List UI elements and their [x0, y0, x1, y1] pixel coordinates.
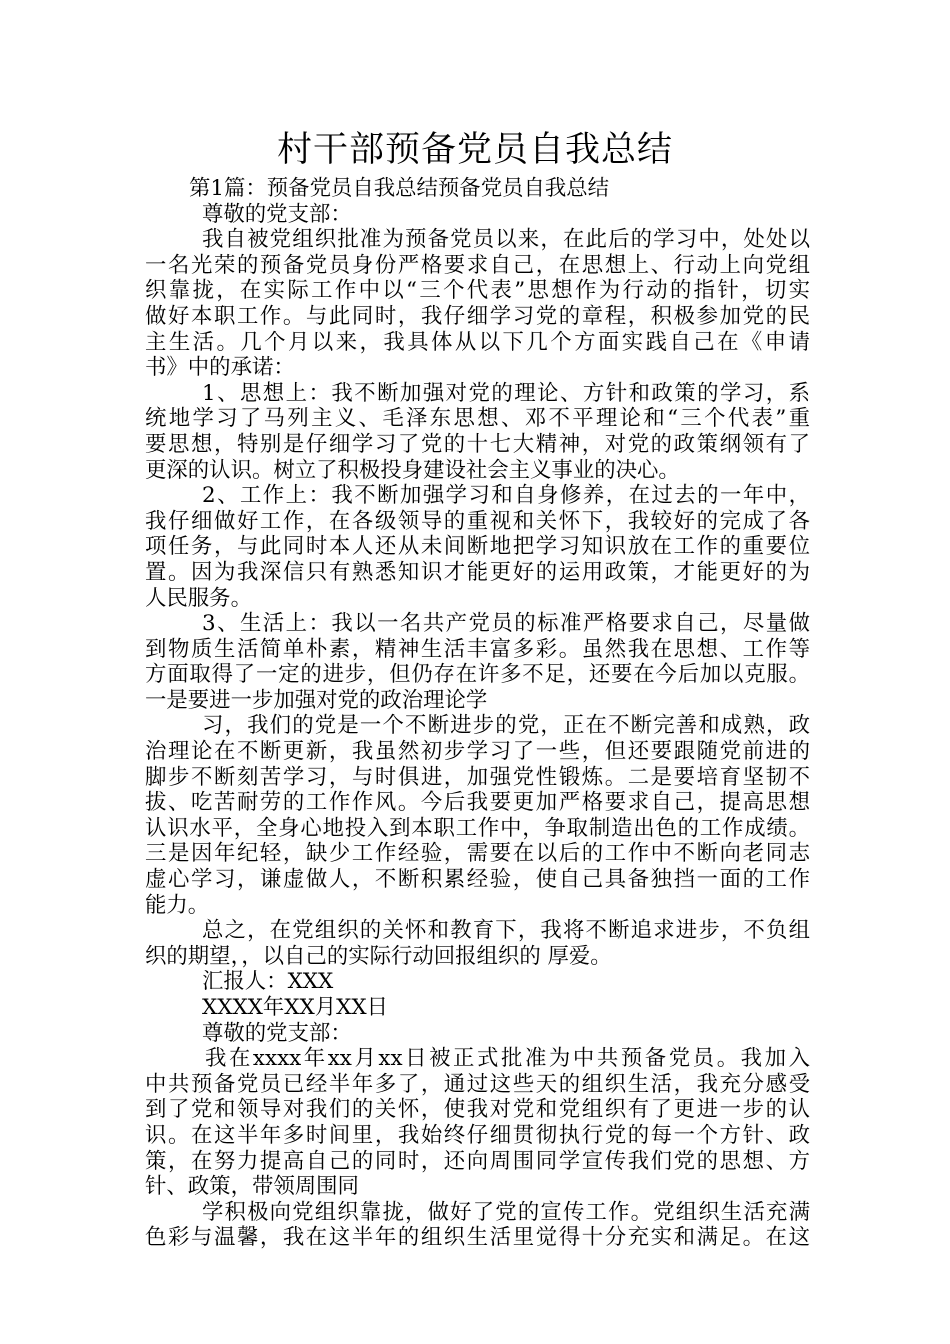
text-line: 织的期望，，以自己的实际行动回报组织的 厚爱。: [145, 943, 612, 969]
text-line: 置。因为我深信只有熟悉知识才能更好的运用政策，才能更好的为: [145, 559, 810, 585]
text-line: 我仔细做好工作，在各级领导的重视和关怀下，我较好的完成了各: [145, 508, 810, 534]
text-line: 做好本职工作。与此同时，我仔细学习党的章程，积极参加党的民: [145, 303, 810, 329]
text-line: 到物质生活简单朴素，精神生活丰富多彩。虽然我在思想、工作等: [145, 636, 810, 662]
text-line: 三是因年纪轻，缺少工作经验，需要在以后的工作中不断向老同志: [145, 841, 810, 867]
document-title: 村干部预备党员自我总结: [276, 130, 673, 170]
text-line: 更深的认识。树立了积极投身建设社会主义事业的决心。: [145, 457, 680, 483]
text-line: 总之，在党组织的关怀和教育下，我将不断追求进步，不负组: [202, 918, 810, 944]
text-line: 能力。: [145, 892, 210, 918]
text-line: 我自被党组织批准为预备党员以来，在此后的学习中，处处以: [202, 227, 810, 253]
text-line: 色彩与温馨，我在这半年的组织生活里觉得十分充实和满足。在这: [145, 1225, 810, 1251]
text-line: XXXX年XX月XX日: [202, 995, 388, 1020]
text-line: 3、生活上：我以一名共产党员的标准严格要求自己，尽量做: [202, 611, 810, 637]
text-line: 识。在这半年多时间里，我始终仔细贯彻执行党的每一个方针、政: [145, 1122, 810, 1148]
text-line: 1、思想上：我不断加强对党的理论、方针和政策的学习，系: [202, 380, 810, 406]
text-line: 策，在努力提高自己的同时，还向周围同学宣传我们党的思想、方: [145, 1148, 810, 1174]
text-line: 统地学习了马列主义、毛泽东思想、邓不平理论和“三个代表”重: [145, 406, 810, 432]
text-line: 汇报人：XXX: [202, 969, 334, 995]
text-line: 拔、吃苦耐劳的工作作风。今后我要更加严格要求自己，提高思想: [145, 790, 810, 816]
text-line: 要思想，特别是仔细学习了党的十七大精神，对党的政策纲领有了: [145, 431, 810, 457]
text-line: 针、政策，带领周围同: [145, 1174, 359, 1200]
text-line: 习，我们的党是一个不断进步的党，正在不断完善和成熟，政: [202, 713, 810, 739]
text-line: 方面取得了一定的进步，但仍存在许多不足，还要在今后加以克服。: [145, 662, 810, 688]
text-line: 脚步不断刻苦学习，与时俱进，加强党性锻炼。二是要培育坚韧不: [145, 764, 810, 790]
text-line: 学积极向党组织靠拢，做好了党的宣传工作。党组织生活充满: [202, 1199, 810, 1225]
text-line: 书》中的承诺：: [145, 355, 295, 381]
text-line: 虚心学习，谦虚做人，不断积累经验，使自己具备独挡一面的工作: [145, 867, 810, 893]
text-line: 尊敬的党支部：: [202, 201, 352, 227]
text-line: 一是要进一步加强对党的政治理论学: [145, 687, 488, 713]
document-body: [145, 176, 810, 1251]
text-line: 认识水平，全身心地投入到本职工作中，争取制造出色的工作成绩。: [145, 815, 810, 841]
text-line: 项任务，与此同时本人还从未间断地把学习知识放在工作的重要位: [145, 534, 810, 560]
text-line: 到了党和领导对我们的关怀，使我对党和党组织有了更进一步的认: [145, 1097, 810, 1123]
text-line: 织靠拢，在实际工作中以“三个代表”思想作为行动的指针，切实: [145, 278, 810, 304]
text-line: 人民服务。: [145, 585, 252, 611]
text-line: 中共预备党员已经半年多了，通过这些天的组织生活，我充分感受: [145, 1071, 810, 1097]
text-line: 治理论在不断更新，我虽然初步学习了一些，但还要跟随党前进的: [145, 739, 810, 765]
text-line: 一名光荣的预备党员身份严格要求自己，在思想上、行动上向党组: [145, 252, 810, 278]
text-line: 我在xxxx年xx月xx日被正式批准为中共预备党员。我加入: [205, 1046, 810, 1072]
text-line: 2、工作上：我不断加强学习和自身修养，在过去的一年中，: [202, 483, 810, 509]
text-line: 主生活。几个月以来，我具体从以下几个方面实践自己在《申请: [145, 329, 810, 355]
text-line: 尊敬的党支部：: [202, 1020, 352, 1046]
text-line: 第1篇：预备党员自我总结预备党员自我总结: [189, 176, 610, 201]
